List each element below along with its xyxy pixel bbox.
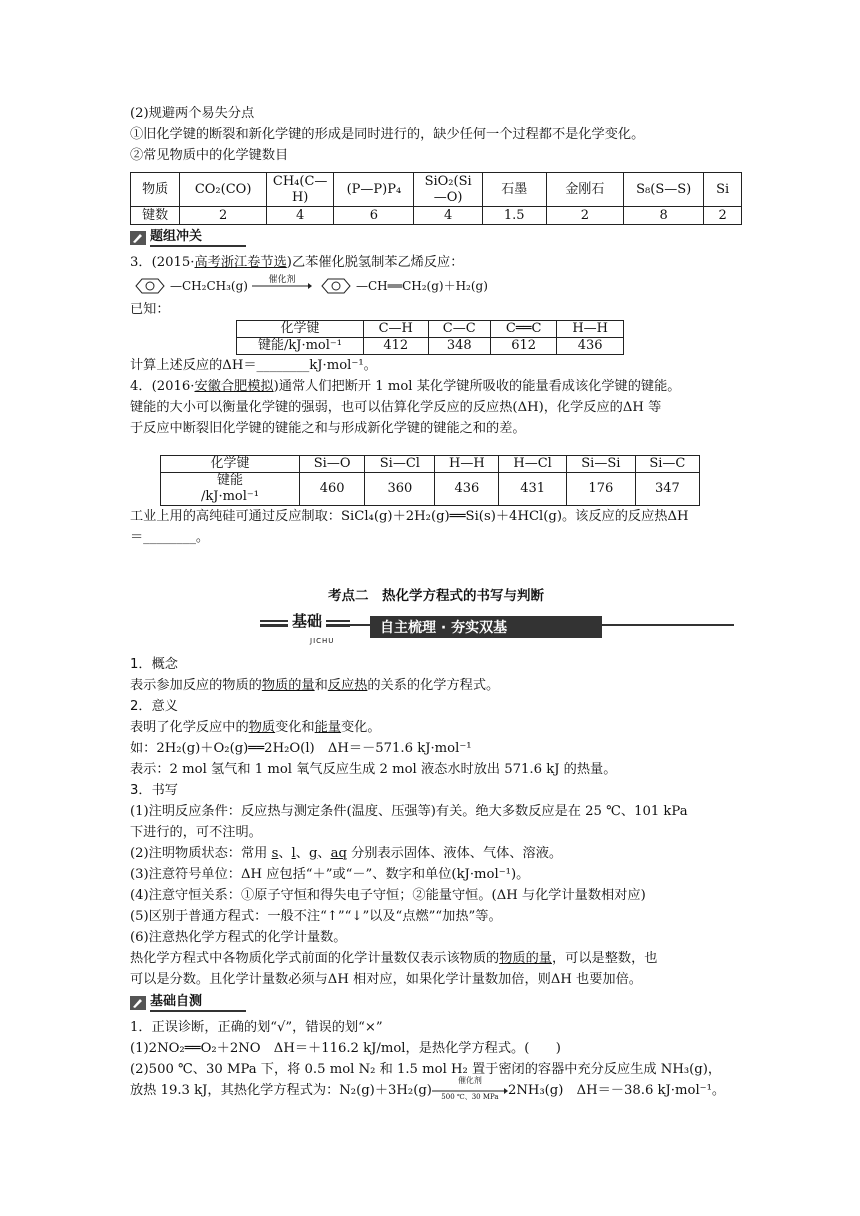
- text: 热化学方程式中各物质化学式前面的化学计量数仅表示该物质的: [130, 951, 500, 966]
- paragraph: (4)注意守恒关系：①原子守恒和得失电子守恒；②能量守恒。(ΔH 与化学计量数相对应): [130, 888, 646, 903]
- table-cell: 2: [546, 207, 623, 225]
- text: 放热 19.3 kJ，其热化学方程式为：N₂(g)＋3H₂(g): [130, 1083, 432, 1098]
- section-banner: [130, 610, 742, 646]
- table-cell: 键能/kJ·mol⁻¹: [237, 338, 364, 355]
- self-test-heading: [130, 993, 742, 1013]
- document-page: [130, 103, 742, 1101]
- table-cell: 360: [365, 473, 435, 506]
- table-cell: 436: [435, 473, 499, 506]
- reaction-arrow: [432, 1076, 508, 1101]
- answer-blank: 反应热: [327, 678, 368, 693]
- paragraph: [130, 948, 742, 969]
- question-text: )乙苯催化脱氢制苯乙烯反应：: [286, 255, 464, 270]
- table-cell: CO₂(CO): [180, 173, 267, 207]
- product: —CH══CH₂(g)＋H₂(g): [355, 278, 488, 293]
- row-label: 键能: [216, 473, 243, 488]
- question-4: [130, 376, 742, 397]
- section-title: (2)规避两个易失分点: [130, 106, 255, 121]
- paragraph: (1)注明反应条件：反应热与测定条件(温度、压强等)有关。绝大多数反应是在 25 ℃、101 kPa: [130, 804, 688, 819]
- question-number: 4．(2016·: [130, 379, 195, 394]
- benzene-ring-icon: [316, 277, 356, 295]
- table-row: [161, 473, 700, 506]
- table-row: [161, 456, 700, 473]
- table-cell: 金刚石: [546, 173, 623, 207]
- table-row: [131, 173, 742, 207]
- table-row: [131, 207, 742, 225]
- question-source: 高考浙江卷节选: [194, 255, 287, 270]
- question-source: 安徽合肥模拟: [194, 379, 274, 394]
- table-cell: 物质: [131, 173, 180, 207]
- table-cell: Si—Cl: [365, 456, 435, 473]
- banner-left: 基础: [288, 611, 326, 632]
- table-cell: 348: [428, 338, 490, 355]
- table-cell: 431: [499, 473, 567, 506]
- table-cell: S₈(S—S): [624, 173, 704, 207]
- row-label-unit: /kJ·mol⁻¹: [201, 489, 259, 504]
- paragraph: 于反应中断裂旧化学键的键能之和与形成新化学键的键能之和的差。: [130, 421, 526, 436]
- table-cell: 石墨: [482, 173, 546, 207]
- bond-energy-table: [236, 320, 624, 355]
- question-3: [130, 252, 742, 273]
- question-item: (2)500 ℃、30 MPa 下，将 0.5 mol N₂ 和 1.5 mol H₂ 置于密闭的容器中充分反应生成 NH₃(g)，: [130, 1062, 722, 1077]
- table-cell: 化学键: [161, 456, 300, 473]
- question-prompt: 工业上用的高纯硅可通过反应制取：SiCl₄(g)＋2H₂(g)══Si(s)＋4HCl(g)。该反应的反应热ΔH: [130, 509, 689, 524]
- paragraph: 已知：: [130, 302, 170, 317]
- paragraph: 表示：2 mol 氢气和 1 mol 氧气反应生成 2 mol 液态水时放出 571.6 kJ 的热量。: [130, 762, 617, 777]
- text: 变化和: [275, 720, 315, 735]
- answer-blank: 物质的量: [499, 951, 552, 966]
- table-cell: Si—O: [300, 456, 365, 473]
- heading: 1．概念: [130, 657, 178, 672]
- table-cell: C══C: [490, 321, 556, 338]
- answer-blank: aq: [330, 846, 347, 861]
- paragraph: ②常见物质中的化学键数目: [130, 148, 289, 163]
- answer-blank: s: [271, 846, 279, 861]
- text: 和: [314, 678, 328, 693]
- group-heading-label: 题组冲关: [150, 229, 246, 247]
- text: 的关系的化学方程式。: [367, 678, 500, 693]
- table-cell: C—H: [364, 321, 429, 338]
- group-heading: [130, 228, 742, 248]
- reaction-arrow: [252, 275, 312, 290]
- table-cell: 176: [566, 473, 635, 506]
- question-item: (1)2NO₂══O₂＋2NO ΔH＝＋116.2 kJ/mol，是热化学方程式。( ): [130, 1041, 561, 1056]
- question-item: [130, 1076, 742, 1101]
- table-cell: 化学键: [237, 321, 364, 338]
- banner-pinyin: JICHU: [310, 637, 335, 645]
- benzene-ring-icon: [130, 277, 170, 295]
- paragraph: [130, 717, 742, 738]
- table-cell: [161, 473, 300, 506]
- table-cell: 6: [334, 207, 414, 225]
- text: 表明了化学反应中的: [130, 720, 249, 735]
- text: 分别表示固体、液体、气体、溶液。: [346, 846, 563, 861]
- reaction-equation: [130, 273, 742, 299]
- question-prompt: ＝________。: [130, 530, 210, 545]
- catalyst-label: 催化剂: [268, 275, 296, 285]
- equation: 如：2H₂(g)＋O₂(g)══2H₂O(l) ΔH＝－571.6 kJ·mol⁻¹: [130, 741, 472, 756]
- table-cell: H—Cl: [499, 456, 567, 473]
- answer-blank: l: [291, 846, 296, 861]
- table-cell: C—C: [428, 321, 490, 338]
- condition-label: 500 ℃、30 MPa: [441, 1093, 499, 1101]
- table-cell: 436: [557, 338, 624, 355]
- table-cell: 347: [635, 473, 699, 506]
- answer-blank: 能量: [314, 720, 341, 735]
- answer-blank: 物质: [248, 720, 276, 735]
- answer-blank: g: [308, 846, 318, 861]
- table-cell: 8: [624, 207, 704, 225]
- table-row: [237, 338, 624, 355]
- table-cell: H—H: [557, 321, 624, 338]
- answer-blank: 物质的量: [261, 678, 315, 693]
- table-cell: 4: [414, 207, 482, 225]
- table-cell: 2: [180, 207, 267, 225]
- table-cell: 键数: [131, 207, 180, 225]
- paragraph: [130, 675, 742, 696]
- table-cell: CH₄(C—H): [266, 173, 333, 207]
- table-cell: 460: [300, 473, 365, 506]
- question-prompt: 计算上述反应的ΔH＝________kJ·mol⁻¹。: [130, 358, 377, 373]
- paragraph: (5)区别于普通方程式：一般不注“↑”“↓”以及“点燃”“加热”等。: [130, 909, 502, 924]
- question-text: )通常人们把断开 1 mol 某化学键所吸收的能量看成该化学键的键能。: [273, 379, 681, 394]
- heading: 2．意义: [130, 699, 178, 714]
- paragraph: (6)注意热化学方程式的化学计量数。: [130, 930, 347, 945]
- text: 变化。: [341, 720, 381, 735]
- table-cell: (P—P)P₄: [334, 173, 414, 207]
- banner-right: 自主梳理 · 夯实双基: [380, 620, 508, 636]
- self-test-label: 基础自测: [150, 994, 246, 1012]
- paragraph: ①旧化学键的断裂和新化学键的形成是同时进行的，缺少任何一个过程都不是化学变化。: [130, 127, 645, 142]
- table-cell: Si: [704, 173, 742, 207]
- heading: 3．书写: [130, 783, 178, 798]
- paragraph: 可以是分数。且化学计量数必须与ΔH 相对应，如果化学计量数加倍，则ΔH 也要加倍。: [130, 972, 642, 987]
- table-cell: 4: [266, 207, 333, 225]
- bond-count-table: [130, 172, 742, 225]
- pencil-icon: [130, 996, 146, 1010]
- text: (2)注明物质状态：常用: [130, 846, 272, 861]
- paragraph: 下进行的，可不注明。: [130, 825, 262, 840]
- table-cell: 412: [364, 338, 429, 355]
- text: 2NH₃(g) ΔH＝－38.6 kJ·mol⁻¹。: [507, 1083, 726, 1098]
- table-cell: SiO₂(Si—O): [414, 173, 482, 207]
- reactant: —CH₂CH₃(g): [170, 278, 248, 293]
- table-cell: 2: [704, 207, 742, 225]
- paragraph: 键能的大小可以衡量化学键的强弱，也可以估算化学反应的反应热(ΔH)，化学反应的ΔH 等: [130, 400, 662, 415]
- text: ，可以是整数，也: [552, 951, 658, 966]
- topic-title: 考点二 热化学方程式的书写与判断: [328, 588, 544, 604]
- catalyst-label: 催化剂: [457, 1076, 482, 1085]
- table-row: [237, 321, 624, 338]
- table-cell: H—H: [435, 456, 499, 473]
- question-number: 3．(2015·: [130, 255, 195, 270]
- table-cell: 1.5: [482, 207, 546, 225]
- question-intro: 1．正误诊断，正确的划“√”，错误的划“×”: [130, 1020, 383, 1035]
- table-cell: Si—C: [635, 456, 699, 473]
- text: 表示参加反应的物质的: [130, 678, 262, 693]
- bond-energy-table-2: [160, 455, 700, 506]
- table-cell: 612: [490, 338, 556, 355]
- paragraph: (2)注明物质状态：常用 s、l、g、aq 分别表示固体、液体、气体、溶液。: [130, 846, 563, 861]
- table-cell: Si—Si: [566, 456, 635, 473]
- pencil-icon: [130, 231, 146, 245]
- paragraph: (3)注意符号单位：ΔH 应包括“＋”或“－”、数字和单位(kJ·mol⁻¹)。: [130, 867, 530, 882]
